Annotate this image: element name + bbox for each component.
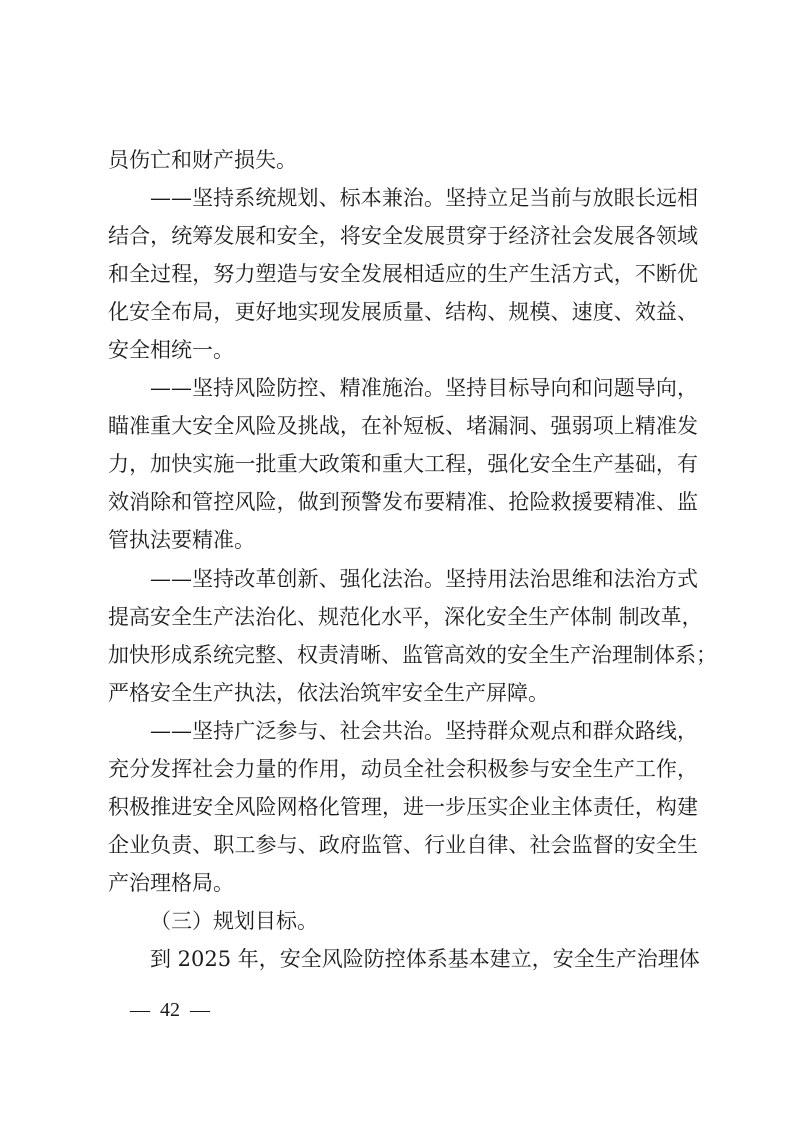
body-text [108, 142, 717, 979]
text-line: ——坚持风险防控、精准施治。坚持目标导向和问题导向， [150, 376, 698, 401]
text-line: 加快形成系统完整、权责清晰、监管高效的安全生产治理制体系； [108, 642, 717, 667]
text-line: 严格安全生产执法，依法治筑牢安全生产屏障。 [108, 680, 549, 705]
text-line: 提高安全生产法治化、规范化水平，深化安全生产体制 制改革， [108, 604, 703, 629]
text-line: 产治理格局。 [108, 870, 234, 895]
text-line: ——坚持改革创新、强化法治。坚持用法治思维和法治方式 [150, 566, 698, 591]
text-line: 到 2025 年，安全风险防控体系基本建立，安全生产治理体 [150, 946, 700, 971]
text-line: 积极推进安全风险网格化管理，进一步压实企业主体责任，构建 [108, 794, 698, 819]
text-line: 管执法要精准。 [108, 528, 255, 553]
text-line: ——坚持广泛参与、社会共治。坚持群众观点和群众路线， [150, 718, 698, 743]
text-line: 安全相统一。 [108, 338, 234, 363]
text-line: 化安全布局，更好地实现发展质量、结构、规模、速度、效益、 [108, 300, 698, 325]
text-line: 效消除和管控风险，做到预警发布要精准、抢险救援要精准、监 [108, 490, 698, 515]
text-line: 瞄准重大安全风险及挑战，在补短板、堵漏洞、强弱项上精准发 [108, 414, 698, 439]
text-line: 员伤亡和财产损失。 [108, 148, 297, 172]
text-line: 充分发挥社会力量的作用，动员全社会积极参与安全生产工作， [108, 756, 698, 781]
section-heading: （三）规划目标。 [150, 908, 318, 933]
text-line: 结合，统筹发展和安全，将安全发展贯穿于经济社会发展各领域 [108, 224, 698, 249]
text-line: 力，加快实施一批重大政策和重大工程，强化安全生产基础，有 [108, 452, 698, 477]
text-line: 企业负责、职工参与、政府监管、行业自律、社会监督的安全生 [108, 832, 698, 857]
text-line: 和全过程，努力塑造与安全发展相适应的生产生活方式，不断优 [108, 262, 698, 287]
text-line: ——坚持系统规划、标本兼治。坚持立足当前与放眼长远相 [150, 186, 698, 211]
page-number: — 42 — [130, 999, 210, 1021]
